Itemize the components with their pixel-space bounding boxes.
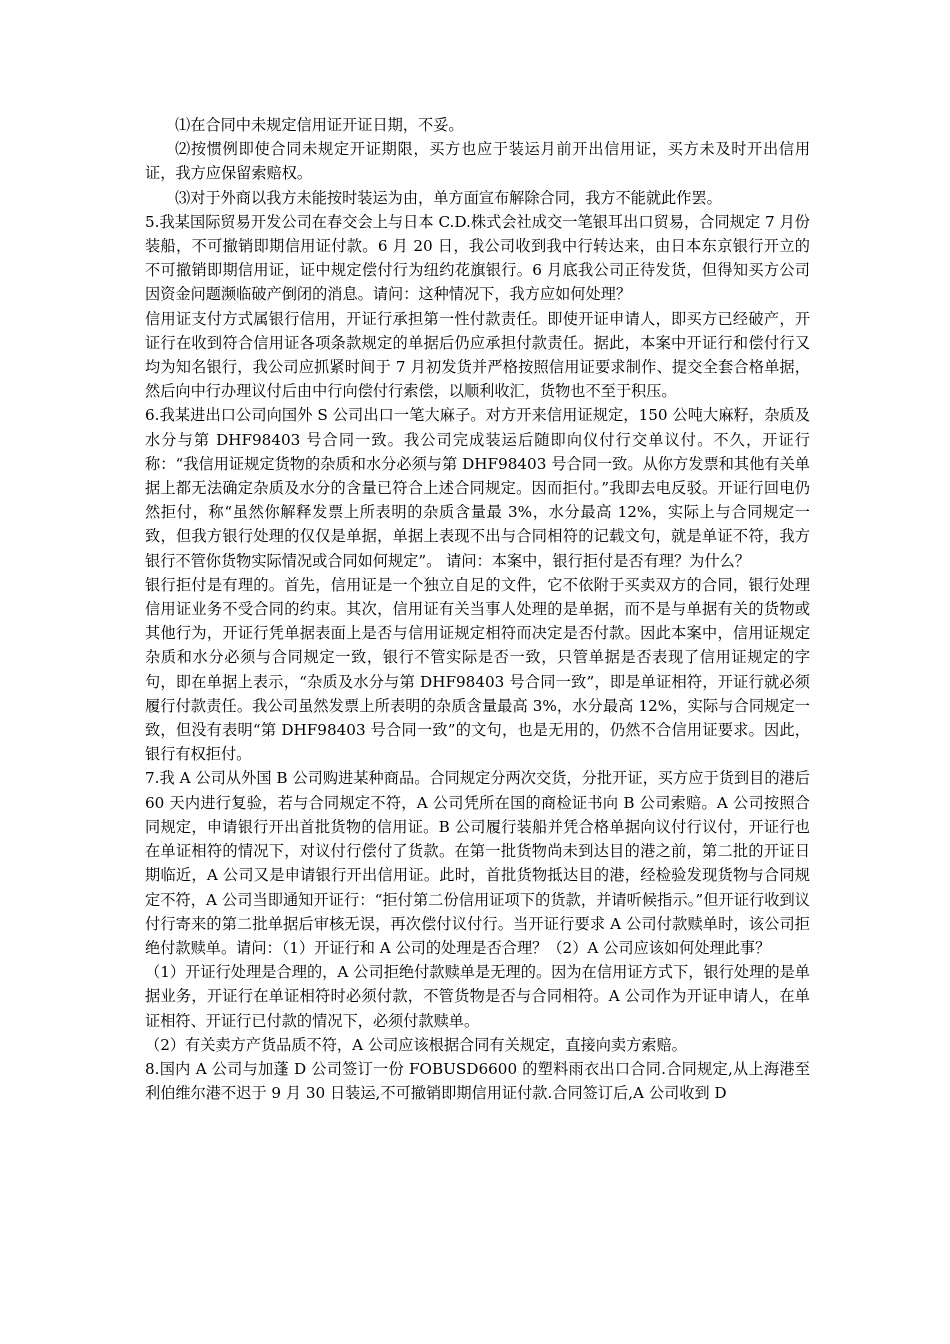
case-5-answer: 信用证支付方式属银行信用，开证行承担第一性付款责任。即使开证申请人，即买方已经破产，开证行在收到符合信用证各项条款规定的单据后仍应承担付款责任。据此，本案中开证行和偿付行又均为知名银行，我公司应抓紧时间于 7 月初发货并严格按照信用证要求制作、提交全套合格单据，然后向中行办理议付后由中行向偿付行索偿，以顺利收汇，货物也不至于积压。 (145, 309, 810, 401)
case-7-answer-2: （2）有关卖方产货品质不符，A 公司应该根据合同有关规定，直接向卖方索赔。 (145, 1035, 687, 1054)
case-7-question: 7.我 A 公司从外国 B 公司购进某种商品。合同规定分两次交货，分批开证，买方应于货到目的港后 60 天内进行复验，若与合同规定不符，A 公司凭所在国的商检证书向 B 公司索赔。A 公司按照合同规定，申请银行开出首批货物的信用证。B 公司履行装船并凭合格单据向议付行议付，开证行也在单证相符的情况下，对议付行偿付了货款。在第一批货物尚未到达目的港之前，第二批的开证日期临近，A 公司又是申请银行开出信用证。此时，首批货物抵达目的港，经检验发现货物与合同规定不符，A 公司当即通知开证行：“拒付第二份信用证项下的货款，并请听候指示。”但开证行收到议付行寄来的第二批单据后审核无误，再次偿付议付行。当开证行要求 A 公司付款赎单时，该公司拒绝付款赎单。请问：（1）开证行和 A 公司的处理是否合理？（2）A 公司应该如何处理此事？ (145, 769, 810, 957)
answer-point-2: ⑵按惯例即使合同未规定开证期限，买方也应于装运月前开出信用证，买方未及时开出信用证，我方应保留索赔权。 (145, 140, 810, 183)
case-6-question: 6.我某进出口公司向国外 S 公司出口一笔大麻子。对方开来信用证规定，150 公吨大麻籽，杂质及水分与第 DHF98403 号合同一致。我公司完成装运后随即向仪付行交单议付。不久，开证行称：“我信用证规定货物的杂质和水分必须与第 DHF98403 号合同一致。从你方发票和其他有关单据上都无法确定杂质及水分的含量已符合上述合同规定。因而拒付。”我即去电反驳。开证行回电仍然拒付，称“虽然你解释发票上所表明的杂质含量最 3%，水分最高 12%，实际上与合同规定一致，但我方银行处理的仅仅是单据，单据上表现不出与合同相符的记载文句，就是单证不符，我方银行不管你货物实际情况或合同如何规定”。 请问：本案中，银行拒付是否有理？为什么？ (145, 406, 810, 570)
answer-point-3: ⑶对于外商以我方未能按时装运为由，单方面宣布解除合同，我方不能就此作罢。 (175, 188, 722, 207)
answer-point-1: ⑴在合同中未规定信用证开证日期，不妥。 (175, 116, 464, 134)
case-8-question: 8.国内 A 公司与加蓬 D 公司签订一份 FOBUSD6600 的塑料雨衣出口合同.合同规定,从上海港至利伯维尔港不迟于 9 月 30 日装运,不可撤销即期信用证付款.合同签订后,A 公司收到 D (145, 1059, 810, 1103)
case-7-answer-1: （1）开证行处理是合理的，A 公司拒绝付款赎单是无理的。因为在信用证方式下，银行处理的是单据业务，开证行在单证相符时必须付款，不管货物是否与合同相符。A 公司作为开证申请人，在单证相符、开证行已付款的情况下，必须付款赎单。 (145, 963, 810, 1030)
case-5-question: 5.我某国际贸易开发公司在春交会上与日本 C.D.株式会社成交一笔银耳出口贸易，合同规定 7 月份装船，不可撤销即期信用证付款。6 月 20 日，我公司收到我中行转达来，由日本东京银行开立的不可撤销即期信用证，证中规定偿付行为纽约花旗银行。6 月底我公司正待发货，但得知买方公司因资金问题濒临破产倒闭的消息。请问：这种情况下，我方应如何处理？ (145, 212, 810, 304)
document-page (145, 113, 810, 1105)
case-6-answer: 银行拒付是有理的。首先，信用证是一个独立自足的文件，它不依附于买卖双方的合同，银行处理信用证业务不受合同的约束。其次，信用证有关当事人处理的是单据，而不是与单据有关的货物或其他行为，开证行凭单据表面上是否与信用证规定相符而决定是否付款。因此本案中，信用证规定杂质和水分必须与合同规定一致，银行不管实际是否一致，只管单据是否表现了信用证规定的字句，即在单据上表示，“杂质及水分与第 DHF98403 号合同一致”，即是单证相符，开证行就必须履行付款责任。我公司虽然发票上所表明的杂质含量最高 3%，水分最高 12%，实际与合同规定一致，但没有表明“第 DHF98403 号合同一致”的文句，也是无用的，仍然不合信用证要求。因此，银行有权拒付。 (145, 575, 810, 764)
